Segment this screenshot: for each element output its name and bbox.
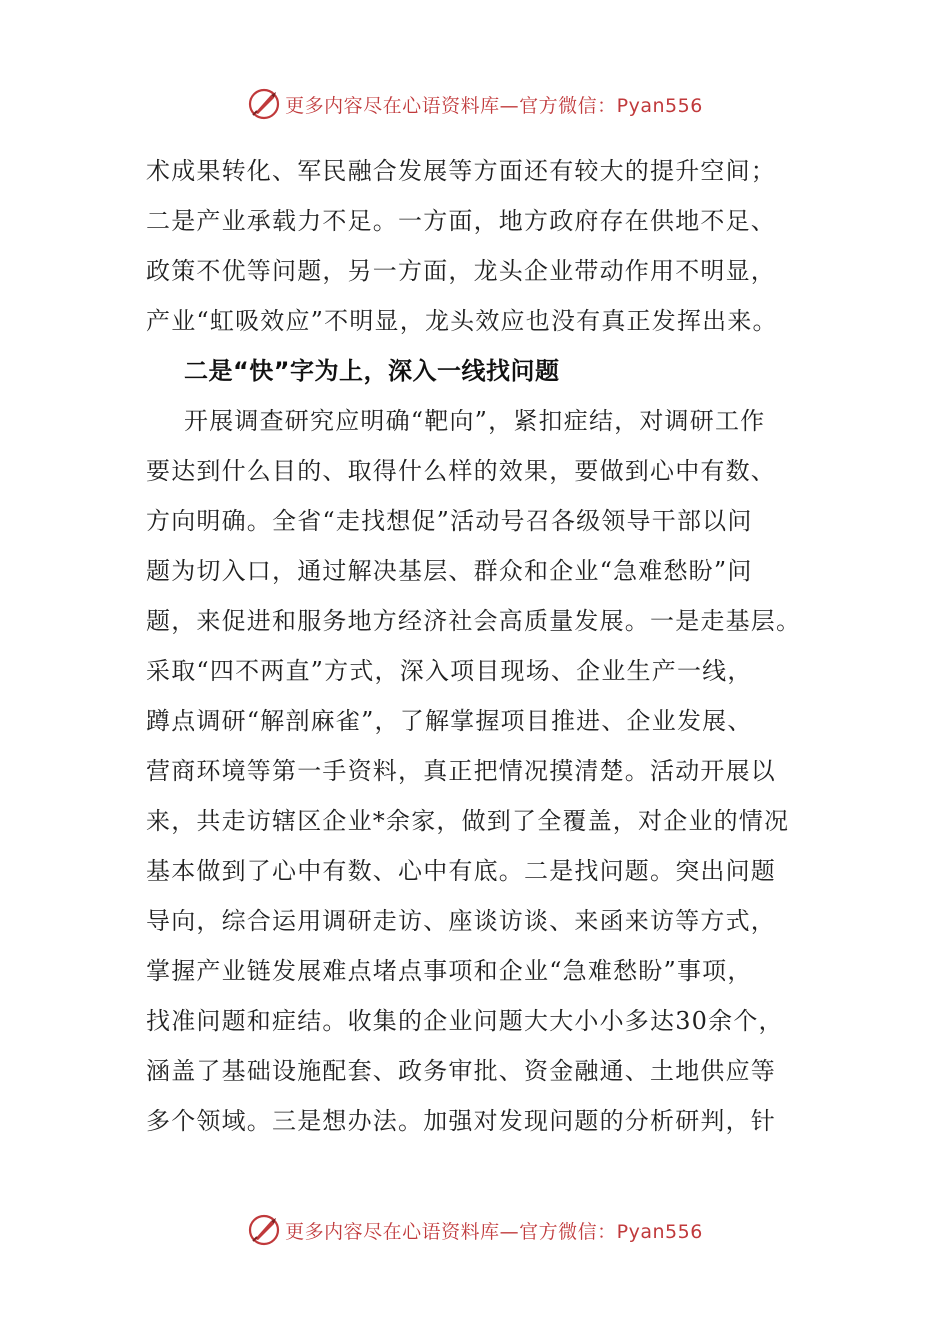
- text-line: 基本做到了心中有数、心中有底。二是找问题。突出问题: [146, 857, 776, 885]
- quill-pen-icon: [247, 1213, 281, 1247]
- footer-watermark: [0, 1210, 950, 1250]
- text-line: 题，来促进和服务地方经济社会高质量发展。一是走基层。: [146, 607, 802, 635]
- text-line: 找准问题和症结。收集的企业问题大大小小多达30余个，: [146, 1007, 784, 1035]
- text-line: 营商环境等第一手资料，真正把情况摸清楚。活动开展以: [146, 757, 776, 785]
- header-watermark: [0, 84, 950, 124]
- text-line: 导向，综合运用调研走访、座谈访谈、来函来访等方式，: [146, 907, 776, 935]
- text-line: 来，共走访辖区企业*余家，做到了全覆盖，对企业的情况: [146, 807, 790, 835]
- text-line: 涵盖了基础设施配套、政务审批、资金融通、土地供应等: [146, 1057, 776, 1085]
- text-line: 掌握产业链发展难点堵点事项和企业“急难愁盼”事项，: [146, 957, 753, 985]
- quill-pen-icon: [247, 87, 281, 121]
- text-line: 蹲点调研“解剖麻雀”，了解掌握项目推进、企业发展、: [146, 707, 753, 735]
- watermark-text: 更多内容尽在心语资料库—官方微信：Pyan556: [285, 94, 703, 117]
- text-line: 开展调查研究应明确“靶向”，紧扣症结，对调研工作: [184, 407, 766, 435]
- text-line: 二是产业承载力不足。一方面，地方政府存在供地不足、: [146, 207, 776, 235]
- document-body: [146, 146, 806, 1146]
- watermark-text: 更多内容尽在心语资料库—官方微信：Pyan556: [285, 1220, 703, 1243]
- text-line: 术成果转化、军民融合发展等方面还有较大的提升空间；: [146, 157, 776, 185]
- section-heading: 二是“快”字为上，深入一线找问题: [184, 357, 560, 385]
- text-line: 题为切入口，通过解决基层、群众和企业“急难愁盼”问: [146, 557, 753, 585]
- text-line: 采取“四不两直”方式，深入项目现场、企业生产一线，: [146, 657, 753, 685]
- text-line: 产业“虹吸效应”不明显，龙头效应也没有真正发挥出来。: [146, 307, 778, 335]
- text-line: 政策不优等问题，另一方面，龙头企业带动作用不明显，: [146, 257, 776, 285]
- text-line: 方向明确。全省“走找想促”活动号召各级领导干部以问: [146, 507, 753, 535]
- text-line: 要达到什么目的、取得什么样的效果，要做到心中有数、: [146, 457, 776, 485]
- text-line: 多个领域。三是想办法。加强对发现问题的分析研判，针: [146, 1107, 776, 1135]
